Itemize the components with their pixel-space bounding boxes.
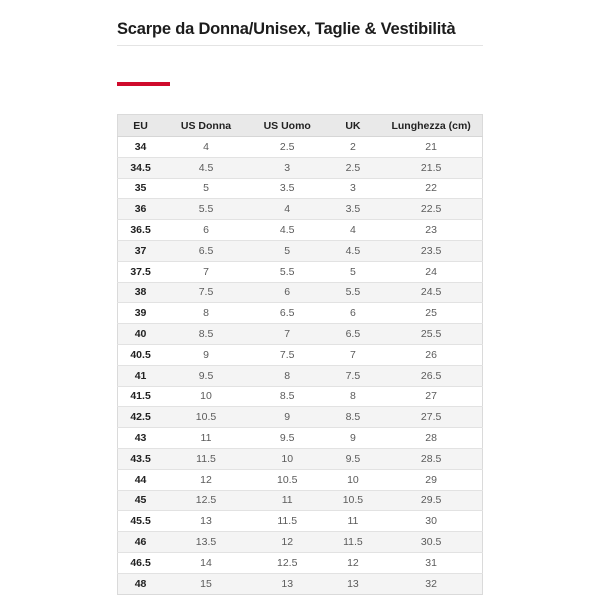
table-cell: 25 (380, 303, 482, 324)
table-cell: 8.5 (326, 407, 381, 428)
table-cell: 29 (380, 469, 482, 490)
table-cell: 7 (326, 344, 381, 365)
table-cell: 5 (163, 178, 249, 199)
table-row (118, 178, 483, 199)
table-row (118, 552, 483, 573)
eu-size-cell: 38 (118, 282, 164, 303)
table-row (118, 344, 483, 365)
table-cell: 12 (249, 532, 326, 553)
table-cell: 8 (163, 303, 249, 324)
table-cell: 31 (380, 552, 482, 573)
table-cell: 26 (380, 344, 482, 365)
table-cell: 11.5 (163, 448, 249, 469)
table-cell: 8 (326, 386, 381, 407)
table-cell: 6 (326, 303, 381, 324)
table-cell: 11.5 (326, 532, 381, 553)
table-cell: 27.5 (380, 407, 482, 428)
table-row (118, 199, 483, 220)
eu-size-cell: 46 (118, 532, 164, 553)
column-header: US Uomo (249, 115, 326, 137)
table-cell: 8.5 (249, 386, 326, 407)
table-cell: 24 (380, 261, 482, 282)
table-cell: 5 (249, 240, 326, 261)
table-row (118, 407, 483, 428)
table-cell: 7.5 (163, 282, 249, 303)
table-row (118, 303, 483, 324)
table-cell: 14 (163, 552, 249, 573)
eu-size-cell: 46.5 (118, 552, 164, 573)
eu-size-cell: 43.5 (118, 448, 164, 469)
table-cell: 25.5 (380, 324, 482, 345)
table-cell: 3 (249, 157, 326, 178)
table-row (118, 137, 483, 158)
table-cell: 23 (380, 220, 482, 241)
table-cell: 9 (326, 428, 381, 449)
table-cell: 4 (249, 199, 326, 220)
table-cell: 9 (249, 407, 326, 428)
size-chart-body (118, 137, 483, 595)
table-cell: 12 (163, 469, 249, 490)
table-cell: 28.5 (380, 448, 482, 469)
eu-size-cell: 40 (118, 324, 164, 345)
table-cell: 27 (380, 386, 482, 407)
table-row (118, 428, 483, 449)
eu-size-cell: 36 (118, 199, 164, 220)
table-cell: 23.5 (380, 240, 482, 261)
table-cell: 13 (326, 573, 381, 594)
table-cell: 22.5 (380, 199, 482, 220)
table-cell: 6.5 (326, 324, 381, 345)
title-divider (117, 45, 483, 46)
table-cell: 24.5 (380, 282, 482, 303)
table-row (118, 511, 483, 532)
table-cell: 7.5 (326, 365, 381, 386)
table-cell: 5.5 (249, 261, 326, 282)
table-cell: 9.5 (326, 448, 381, 469)
table-cell: 5 (326, 261, 381, 282)
eu-size-cell: 45 (118, 490, 164, 511)
table-cell: 10 (249, 448, 326, 469)
table-row (118, 448, 483, 469)
table-row (118, 157, 483, 178)
size-chart-table (117, 114, 483, 595)
eu-size-cell: 42.5 (118, 407, 164, 428)
header-row (118, 115, 483, 137)
size-chart-header (118, 115, 483, 137)
table-cell: 11 (326, 511, 381, 532)
table-cell: 10 (163, 386, 249, 407)
table-row (118, 490, 483, 511)
eu-size-cell: 37.5 (118, 261, 164, 282)
table-row (118, 573, 483, 594)
table-cell: 5.5 (163, 199, 249, 220)
table-cell: 12 (326, 552, 381, 573)
table-cell: 6 (163, 220, 249, 241)
table-row (118, 324, 483, 345)
table-row (118, 240, 483, 261)
table-cell: 11.5 (249, 511, 326, 532)
table-cell: 4.5 (249, 220, 326, 241)
accent-bar (117, 82, 170, 86)
eu-size-cell: 34 (118, 137, 164, 158)
column-header: US Donna (163, 115, 249, 137)
table-cell: 15 (163, 573, 249, 594)
table-cell: 10.5 (249, 469, 326, 490)
table-cell: 6.5 (249, 303, 326, 324)
table-cell: 4.5 (163, 157, 249, 178)
table-cell: 10.5 (326, 490, 381, 511)
table-cell: 6 (249, 282, 326, 303)
eu-size-cell: 41.5 (118, 386, 164, 407)
table-cell: 32 (380, 573, 482, 594)
table-cell: 2.5 (249, 137, 326, 158)
table-cell: 8 (249, 365, 326, 386)
table-row (118, 365, 483, 386)
table-cell: 12.5 (163, 490, 249, 511)
eu-size-cell: 36.5 (118, 220, 164, 241)
table-cell: 9.5 (163, 365, 249, 386)
table-cell: 10 (326, 469, 381, 490)
table-cell: 13.5 (163, 532, 249, 553)
table-cell: 28 (380, 428, 482, 449)
table-cell: 21.5 (380, 157, 482, 178)
table-cell: 2 (326, 137, 381, 158)
table-cell: 9.5 (249, 428, 326, 449)
table-cell: 4.5 (326, 240, 381, 261)
table-cell: 30 (380, 511, 482, 532)
eu-size-cell: 41 (118, 365, 164, 386)
table-cell: 26.5 (380, 365, 482, 386)
eu-size-cell: 34.5 (118, 157, 164, 178)
table-row (118, 282, 483, 303)
table-row (118, 469, 483, 490)
table-cell: 2.5 (326, 157, 381, 178)
table-cell: 4 (163, 137, 249, 158)
table-row (118, 532, 483, 553)
eu-size-cell: 45.5 (118, 511, 164, 532)
table-cell: 13 (249, 573, 326, 594)
table-cell: 10.5 (163, 407, 249, 428)
eu-size-cell: 37 (118, 240, 164, 261)
column-header: EU (118, 115, 164, 137)
page-title: Scarpe da Donna/Unisex, Taglie & Vestibilità (117, 20, 456, 39)
table-cell: 12.5 (249, 552, 326, 573)
table-cell: 7 (249, 324, 326, 345)
table-cell: 21 (380, 137, 482, 158)
table-cell: 3.5 (249, 178, 326, 199)
table-cell: 29.5 (380, 490, 482, 511)
eu-size-cell: 40.5 (118, 344, 164, 365)
table-cell: 9 (163, 344, 249, 365)
eu-size-cell: 44 (118, 469, 164, 490)
eu-size-cell: 43 (118, 428, 164, 449)
table-cell: 7 (163, 261, 249, 282)
table-cell: 6.5 (163, 240, 249, 261)
column-header: Lunghezza (cm) (380, 115, 482, 137)
table-cell: 4 (326, 220, 381, 241)
table-cell: 11 (163, 428, 249, 449)
table-cell: 3 (326, 178, 381, 199)
table-cell: 7.5 (249, 344, 326, 365)
table-row (118, 220, 483, 241)
eu-size-cell: 39 (118, 303, 164, 324)
table-cell: 3.5 (326, 199, 381, 220)
eu-size-cell: 48 (118, 573, 164, 594)
table-cell: 13 (163, 511, 249, 532)
table-cell: 30.5 (380, 532, 482, 553)
table-row (118, 386, 483, 407)
table-cell: 11 (249, 490, 326, 511)
table-cell: 8.5 (163, 324, 249, 345)
table-cell: 5.5 (326, 282, 381, 303)
table-cell: 22 (380, 178, 482, 199)
column-header: UK (326, 115, 381, 137)
table-row (118, 261, 483, 282)
eu-size-cell: 35 (118, 178, 164, 199)
